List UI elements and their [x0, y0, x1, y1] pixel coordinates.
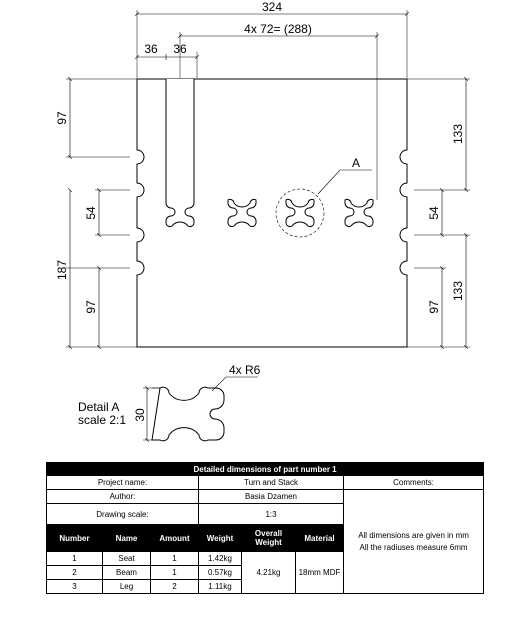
dim-right-mid: 54	[427, 206, 441, 220]
scale-label: Drawing scale:	[47, 504, 199, 525]
detail-marker-label: A	[352, 156, 361, 170]
detail-a-shape	[152, 387, 224, 441]
header-weight: Weight	[199, 525, 242, 552]
dim-left-mid: 54	[84, 206, 98, 220]
row-amount: 1	[151, 566, 199, 580]
spec-table	[46, 462, 484, 594]
dim-pitch: 4x 72= (288)	[244, 22, 312, 36]
comment-line-1: All dimensions are given in mm	[358, 530, 469, 540]
dim-overall-width: 324	[261, 0, 283, 14]
row-number: 1	[47, 552, 103, 566]
material-value: 18mm MDF	[296, 552, 344, 594]
dim-left-b: 36	[173, 42, 187, 56]
row-weight: 0.57kg	[199, 566, 242, 580]
comments-label: Comments:	[344, 476, 484, 490]
row-number: 2	[47, 566, 103, 580]
header-name: Name	[103, 525, 151, 552]
header-overall-weight	[242, 525, 296, 552]
header-overall-line-2: Weight	[255, 538, 282, 547]
table-title: Detailed dimensions of part number 1	[47, 463, 484, 476]
comments-cell	[344, 490, 484, 594]
dim-left-top: 97	[55, 111, 69, 125]
row-name: Beam	[103, 566, 151, 580]
dim-right-top: 133	[451, 123, 465, 145]
dim-right-bottom-a: 97	[427, 300, 441, 314]
header-number: Number	[47, 525, 103, 552]
dim-left-total: 187	[55, 259, 69, 281]
scale-value: 1:3	[199, 504, 344, 525]
comment-line-2: All the radiuses measure 6mm	[359, 542, 468, 552]
row-amount: 2	[151, 580, 199, 594]
overall-weight-value: 4.21kg	[242, 552, 296, 594]
dim-right-bottom-b: 133	[451, 280, 465, 302]
author-value: Basia Dzamen	[199, 490, 344, 504]
header-material: Material	[296, 525, 344, 552]
radius-note: 4x R6	[229, 363, 261, 377]
author-label: Author:	[47, 490, 199, 504]
row-name: Seat	[103, 552, 151, 566]
detail-dim: 30	[133, 408, 147, 422]
detail-scale: scale 2:1	[78, 413, 127, 427]
row-amount: 1	[151, 552, 199, 566]
slot-long	[166, 79, 194, 227]
project-label: Project name:	[47, 476, 199, 490]
row-number: 3	[47, 580, 103, 594]
dim-left-bottom: 97	[84, 300, 98, 314]
dim-left-a: 36	[144, 42, 158, 56]
detail-title: Detail A	[78, 400, 120, 414]
header-amount: Amount	[151, 525, 199, 552]
project-value: Turn and Stack	[199, 476, 344, 490]
header-overall-line-1: Overall	[254, 529, 283, 538]
row-weight: 1.11kg	[199, 580, 242, 594]
row-name: Leg	[103, 580, 151, 594]
row-weight: 1.42kg	[199, 552, 242, 566]
